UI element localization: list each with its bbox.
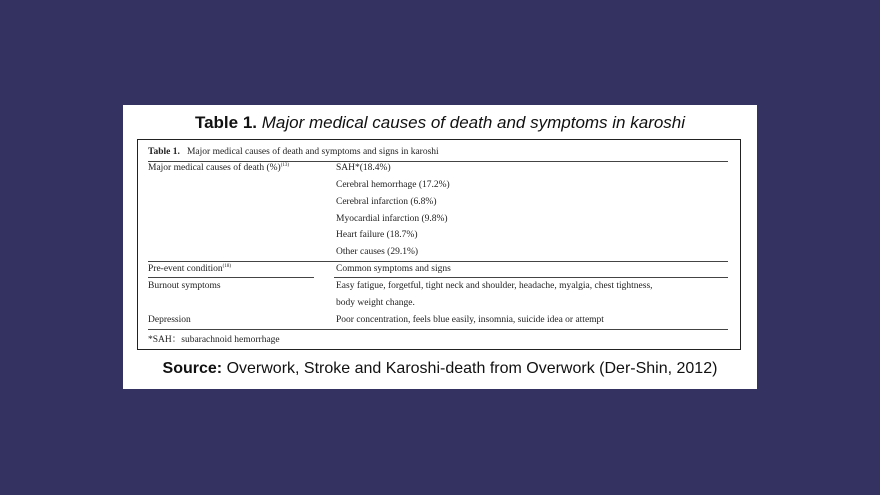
header-rule-left: [148, 277, 314, 278]
cause-item: Other causes (29.1%): [336, 247, 419, 257]
source-citation: [123, 360, 757, 378]
table-caption: [148, 147, 439, 157]
slide-heading: [123, 113, 757, 133]
source-label: Source:: [162, 360, 223, 377]
caption-rule: [148, 161, 728, 162]
table-caption-label: Table 1.: [148, 147, 180, 157]
cause-item: Cerebral infarction (6.8%): [336, 197, 437, 207]
cause-item: Heart failure (18.7%): [336, 230, 418, 240]
cause-item: Cerebral hemorrhage (17.2%): [336, 180, 450, 190]
pre-event-label: [148, 264, 231, 274]
causes-label: [148, 163, 289, 173]
slide-card: [123, 105, 757, 389]
pre-event-text: Pre-event condition: [148, 264, 223, 274]
symptoms-burnout-line: Easy fatigue, forgetful, tight neck and shoulder, headache, myalgia, chest tightness,: [336, 281, 653, 291]
pre-event-ref: (18): [222, 263, 232, 269]
header-rule-right: [334, 277, 728, 278]
causes-label-text: Major medical causes of death (%): [148, 163, 281, 173]
table-caption-text: Major medical causes of death and symptoms and signs in karoshi: [186, 147, 439, 157]
table-image: [137, 139, 741, 350]
heading-label: Table 1.: [194, 113, 257, 132]
table-footnote: *SAH：subarachnoid hemorrhage: [148, 335, 280, 345]
symptoms-depression: Poor concentration, feels blue easily, insomnia, suicide idea or attempt: [336, 315, 604, 325]
condition-depression: Depression: [148, 315, 191, 325]
condition-burnout: Burnout symptoms: [148, 281, 221, 291]
symptoms-burnout-line: body weight change.: [336, 298, 415, 308]
heading-title: Major medical causes of death and symptoms in karoshi: [261, 113, 686, 132]
symptoms-header: Common symptoms and signs: [336, 264, 451, 274]
cause-item: Myocardial infarction (9.8%): [336, 214, 448, 224]
cause-item: SAH*(18.4%): [336, 163, 391, 173]
bottom-rule: [148, 329, 728, 330]
source-text: Overwork, Stroke and Karoshi-death from Overwork (Der-Shin, 2012): [226, 360, 718, 377]
causes-ref: (13): [280, 162, 290, 168]
causes-rule: [148, 261, 728, 262]
